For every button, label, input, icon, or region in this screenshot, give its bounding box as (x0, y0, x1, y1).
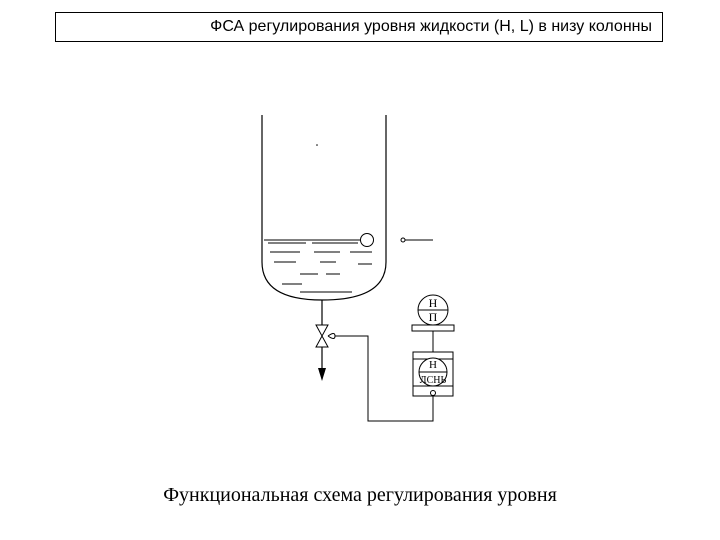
control-valve (316, 325, 335, 347)
diagram-caption: Функциональная схема регулирования уровня (163, 484, 557, 506)
level-indicator-label-top: H (428, 296, 438, 310)
column-dot (316, 144, 318, 146)
level-indicator-label-bottom: П (428, 310, 438, 324)
slide-title-text: ФСА регулирования уровня жидкости (H, L) в низу колонны (210, 18, 652, 35)
column-vessel (262, 115, 386, 300)
level-float (361, 234, 374, 247)
liquid-surface (264, 240, 372, 292)
level-indicator (412, 295, 454, 331)
level-controller-label-bottom: ЛСНЬ (419, 375, 447, 386)
level-tap (401, 238, 433, 242)
level-controller (413, 352, 453, 396)
flow-arrow-down (318, 368, 326, 381)
level-controller-label-top: H (429, 359, 437, 371)
